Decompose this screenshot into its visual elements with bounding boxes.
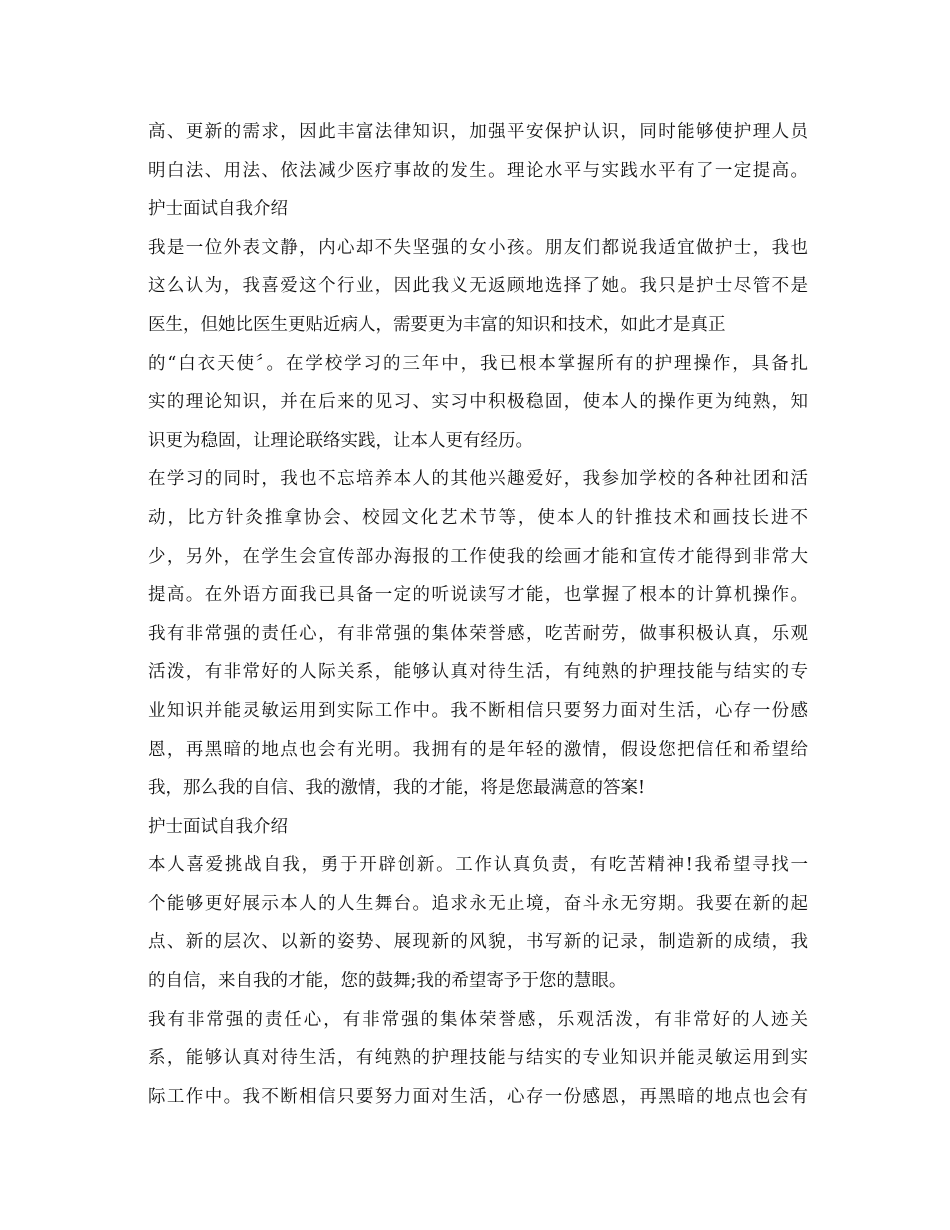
section-heading: 护士面试自我介绍 bbox=[148, 816, 288, 837]
text-line: 医生，但她比医生更贴近病人，需要更为丰富的知识和技术，如此才是真正 bbox=[148, 314, 726, 335]
text-line: 际工作中。我不断相信只要努力面对生活，心存一份感恩，再黑暗的地点也会有 bbox=[148, 1086, 808, 1107]
text-line: 我有非常强的责任心，有非常强的集体荣誉感，吃苦耐劳，做事积极认真，乐观 bbox=[148, 623, 808, 644]
text-line: 动，比方针灸推拿协会、校园文化艺术节等，使本人的针推技术和画技长进不 bbox=[148, 507, 808, 528]
text-line: 高、更新的需求，因此丰富法律知识，加强平安保护认识，同时能够使护理人员 bbox=[148, 122, 808, 142]
text-line: 个能够更好展示本人的人生舞台。追求永无止境，奋斗永无穷期。我要在新的起 bbox=[148, 893, 808, 914]
text-line: 实的理论知识，并在后来的见习、实习中积极稳固，使本人的操作更为纯熟，知 bbox=[148, 392, 808, 413]
text-line: 我是一位外表文静，内心却不失坚强的女小孩。朋友们都说我适宜做护士，我也 bbox=[148, 237, 808, 258]
text-line: 明白法、用法、依法减少医疗事故的发生。理论水平与实践水平有了一定提高。 bbox=[148, 160, 808, 181]
text-line: 这么认为，我喜爱这个行业，因此我义无返顾地选择了她。我只是护士尽管不是 bbox=[148, 276, 808, 297]
text-line: 的自信，来自我的才能，您的鼓舞;我的希望寄予于您的慧眼。 bbox=[148, 971, 627, 992]
text-line: 我，那么我的自信、我的激情，我的才能，将是您最满意的答案! bbox=[148, 778, 646, 799]
text-line: 恩，再黑暗的地点也会有光明。我拥有的是年轻的激情，假设您把信任和希望给 bbox=[148, 739, 808, 760]
section-heading: 护士面试自我介绍 bbox=[148, 199, 288, 220]
text-line: 系，能够认真对待生活，有纯熟的护理技能与结实的专业知识并能灵敏运用到实 bbox=[148, 1048, 808, 1069]
text-line: 本人喜爱挑战自我，勇于开辟创新。工作认真负责，有吃苦精神!我希望寻找一 bbox=[148, 855, 808, 876]
text-line: 我有非常强的责任心，有非常强的集体荣誉感，乐观活泼，有非常好的人迹关 bbox=[148, 1009, 808, 1030]
text-line: 在学习的同时，我也不忘培养本人的其他兴趣爱好，我参加学校的各种社团和活 bbox=[148, 469, 808, 490]
text-line: 活泼，有非常好的人际关系，能够认真对待生活，有纯熟的护理技能与结实的专 bbox=[148, 662, 808, 683]
text-line: 业知识并能灵敏运用到实际工作中。我不断相信只要努力面对生活，心存一份感 bbox=[148, 700, 808, 721]
text-line: 点、新的层次、以新的姿势、展现新的风貌，书写新的记录，制造新的成绩，我 bbox=[148, 932, 808, 953]
text-line: 提高。在外语方面我已具备一定的听说读写才能，也掌握了根本的计算机操作。 bbox=[148, 585, 808, 606]
text-line: 的“白衣天使〞。在学校学习的三年中，我已根本掌握所有的护理操作，具备扎 bbox=[148, 353, 808, 374]
text-line: 少，另外，在学生会宣传部办海报的工作使我的绘画才能和宣传才能得到非常大 bbox=[148, 546, 808, 567]
body-text bbox=[148, 113, 808, 1116]
text-line: 识更为稳固，让理论联络实践，让本人更有经历。 bbox=[148, 430, 533, 451]
